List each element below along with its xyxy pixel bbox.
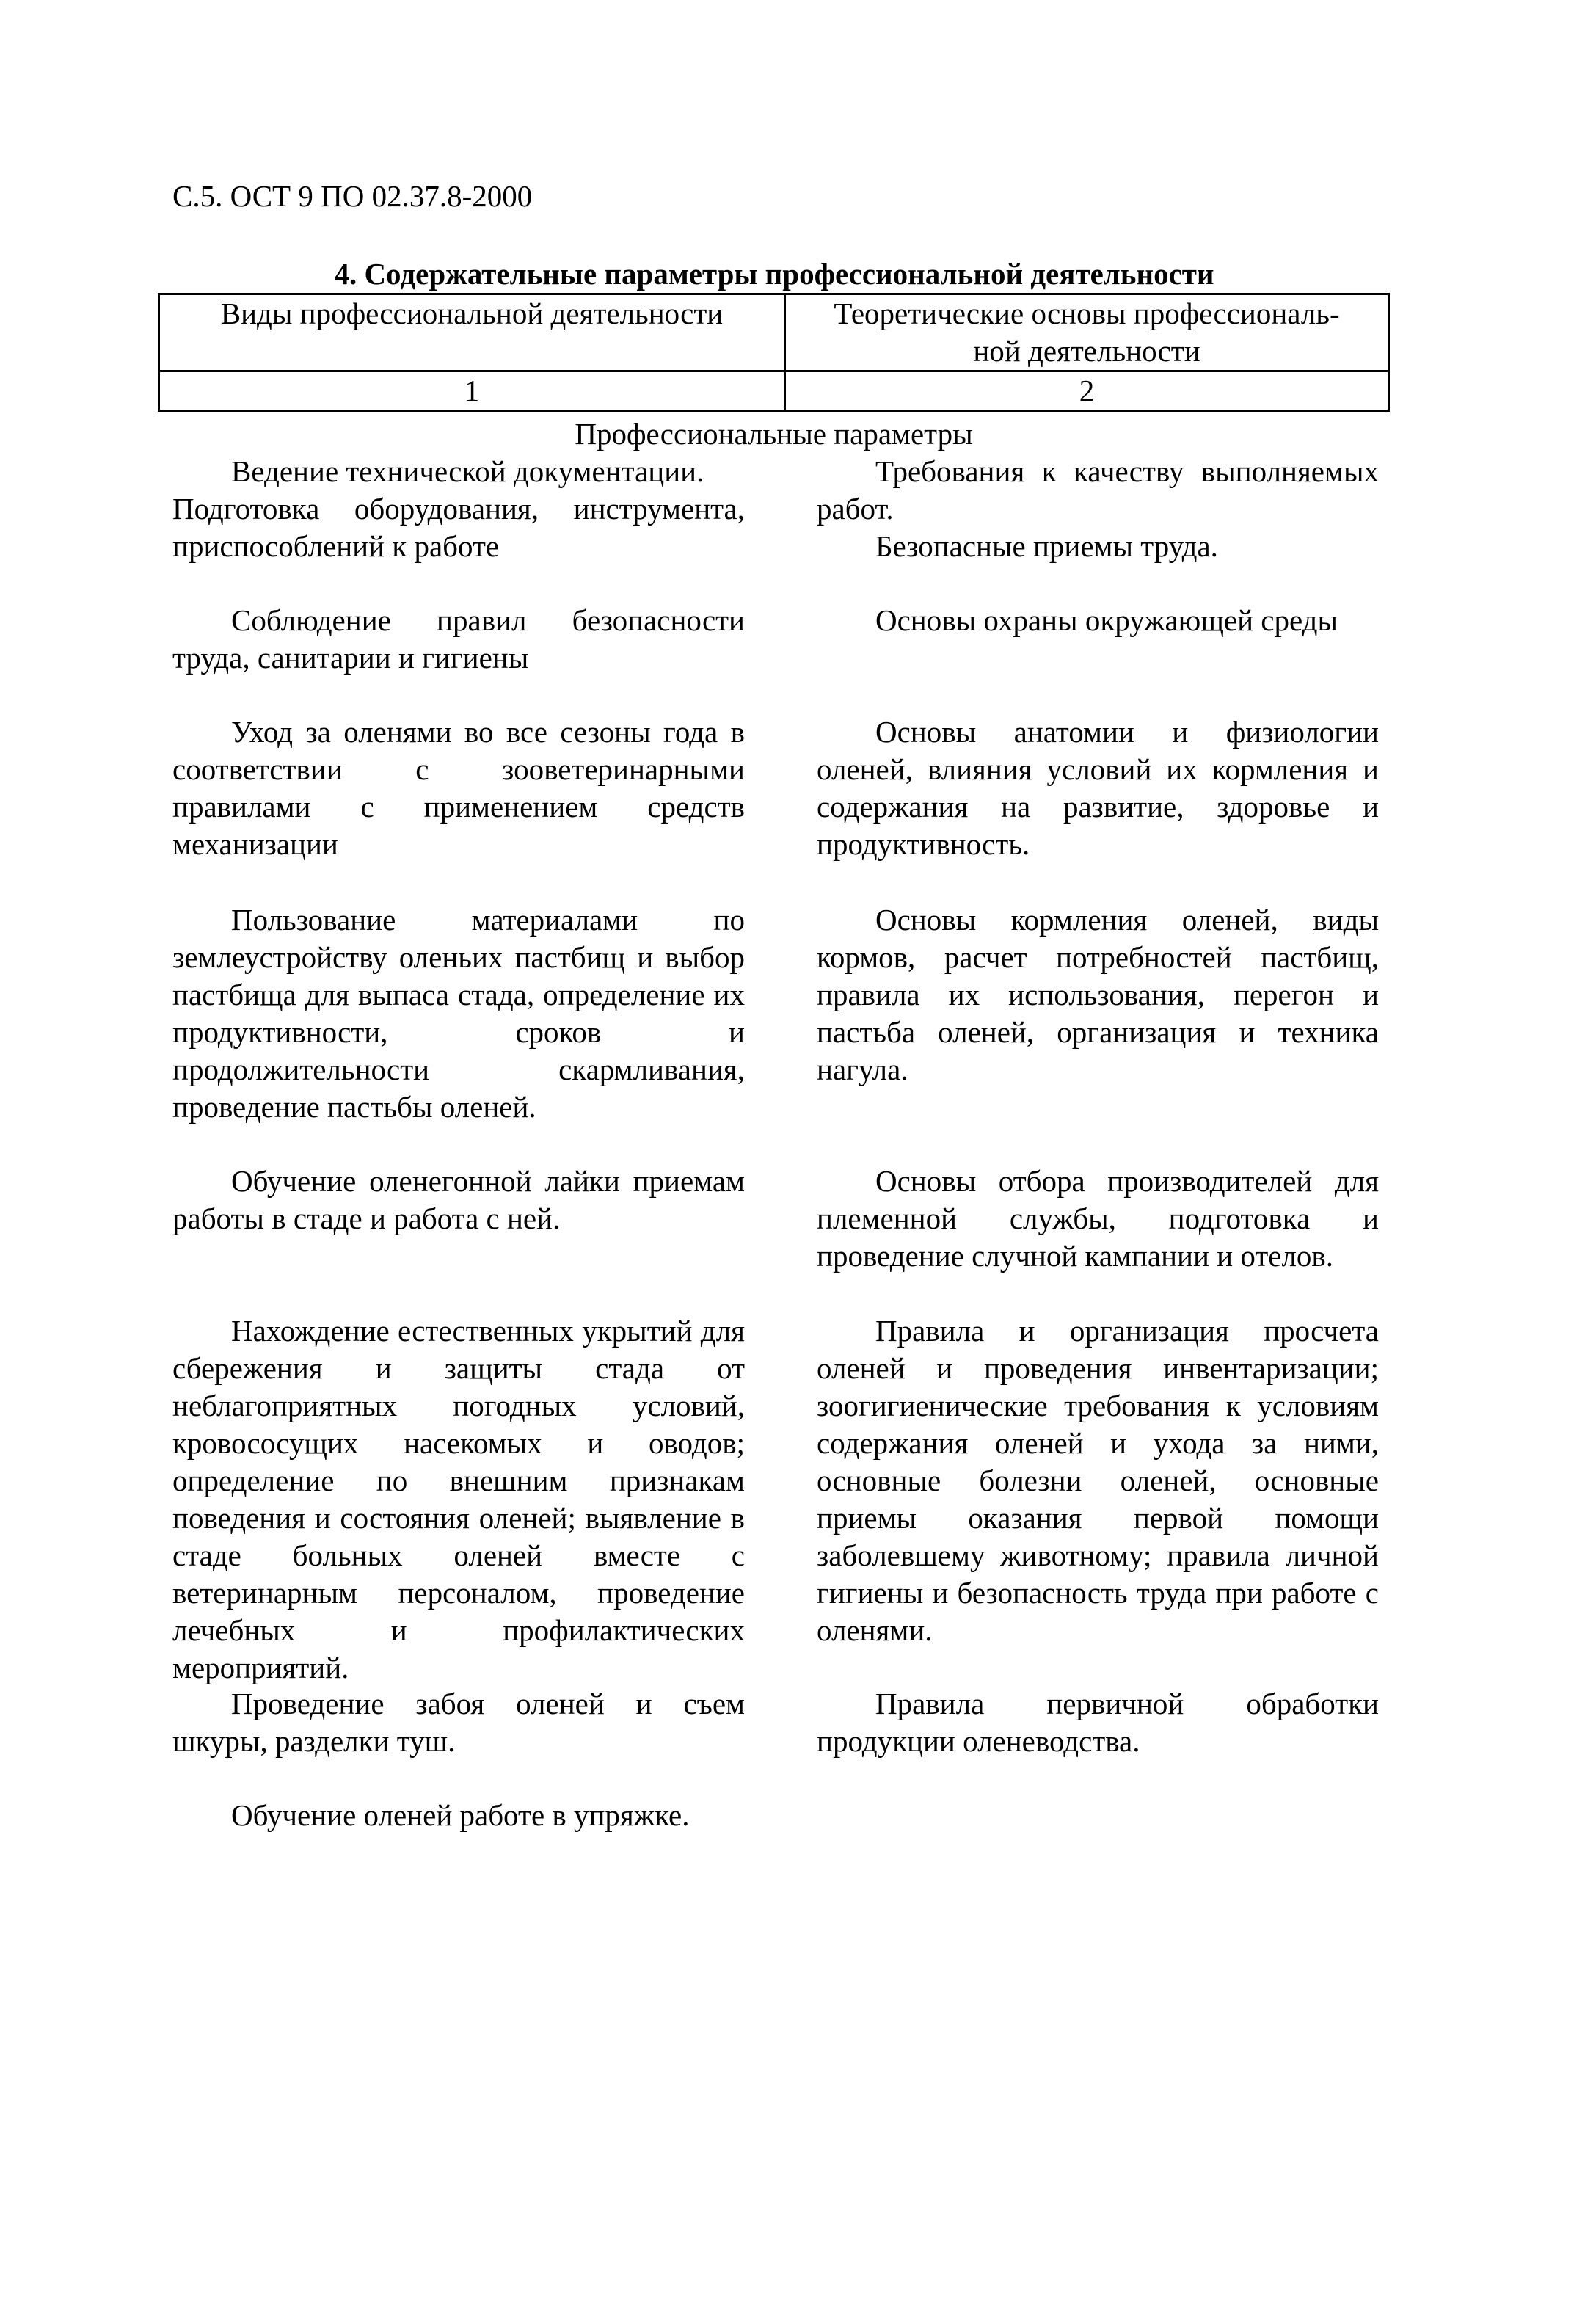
- row-3-right: [817, 713, 1379, 863]
- paragraph: Пользование материалами по землеустройству оленьих пастбищ и выбор пастбища для выпаса стада, определение их продуктивности, сроков и продолжительности скармливания, проведение пастьбы оленей.: [172, 903, 745, 1124]
- row-1-left: [172, 453, 745, 565]
- row-2-right: [817, 602, 1379, 639]
- paragraph: Основы кормления оленей, виды кормов, расчет потребностей пастбищ, правила их использования, перегон и пастьба оленей, организация и техника нагула.: [817, 903, 1379, 1086]
- column-2-header: [785, 294, 1389, 371]
- paragraph: Основы охраны окружающей среды: [875, 603, 1338, 637]
- row-4-left: [172, 901, 745, 1126]
- paragraph: Правила и организация просчета оленей и проведения инвентаризации; зоогигиенические требования к условиям содержания оленей и ухода за ними, основные болезни оленей, основные приемы оказания первой помощи заболевшему животному; правила личной гигиены и безопасность труда при работе с оленями.: [817, 1314, 1379, 1647]
- row-6-right: [817, 1312, 1379, 1649]
- table-number-row: [159, 371, 1389, 411]
- paragraph: Безопасные приемы труда.: [875, 529, 1218, 563]
- paragraph: Нахождение естественных укрытий для сбережения и защиты стада от неблагоприятных погодных условий, кровососущих насекомых и оводов; определение по внешним признакам поведения и состояния оленей; выявление в стаде больных оленей вместе с ветеринарным персоналом, проведение лечебных и профилактических мероприятий.: [172, 1314, 745, 1684]
- section-title: 4. Содержательные параметры профессиональной деятельности: [334, 257, 1214, 291]
- paragraph: Правила первичной обработки продукции оленеводства.: [817, 1687, 1379, 1758]
- paragraph: Основы отбора производителей для племенной службы, подготовка и проведение случной кампании и отелов.: [817, 1164, 1379, 1273]
- row-7-right: [817, 1685, 1379, 1760]
- paragraph: Обучение оленей работе в упряжке.: [231, 1798, 690, 1832]
- column-2-header-line2: ной деятельности: [973, 334, 1200, 368]
- column-2-header-line1: Теоретические основы профессиональ-: [834, 297, 1340, 330]
- column-2-number: 2: [785, 371, 1389, 411]
- subheading: Профессиональные параметры: [575, 417, 973, 451]
- table-header-row: [159, 294, 1389, 371]
- page-header: С.5. ОСТ 9 ПО 02.37.8-2000: [172, 179, 533, 213]
- paragraph: Обучение оленегонной лайки приемам работы в стаде и работа с ней.: [172, 1164, 745, 1235]
- row-5-right: [817, 1163, 1379, 1275]
- row-5-left: [172, 1163, 745, 1237]
- paragraph: Уход за оленями во все сезоны года в соответствии с зооветеринарными правилами с применением средств механизации: [172, 715, 745, 861]
- paragraph: Требования к качеству выполняемых работ.: [817, 454, 1379, 526]
- paragraph: Подготовка оборудования, инструмента, приспособлений к работе: [172, 492, 745, 563]
- row-8-left: [172, 1797, 745, 1834]
- paragraph: Соблюдение правил безопасности труда, санитарии и гигиены: [172, 603, 745, 675]
- paragraph: Основы анатомии и физиологии оленей, влияния условий их кормления и содержания на развитие, здоровье и продуктивность.: [817, 715, 1379, 861]
- row-6-left: [172, 1312, 745, 1687]
- row-1-right: [817, 453, 1379, 565]
- column-1-number: 1: [159, 371, 785, 411]
- row-3-left: [172, 713, 745, 863]
- paragraph: Ведение технической документации.: [231, 454, 704, 488]
- row-4-right: [817, 901, 1379, 1088]
- row-7-left: [172, 1685, 745, 1760]
- column-1-header: Виды профессиональной деятельности: [159, 294, 785, 371]
- row-2-left: [172, 602, 745, 677]
- header-table: [158, 293, 1390, 412]
- paragraph: Проведение забоя оленей и съем шкуры, разделки туш.: [172, 1687, 745, 1758]
